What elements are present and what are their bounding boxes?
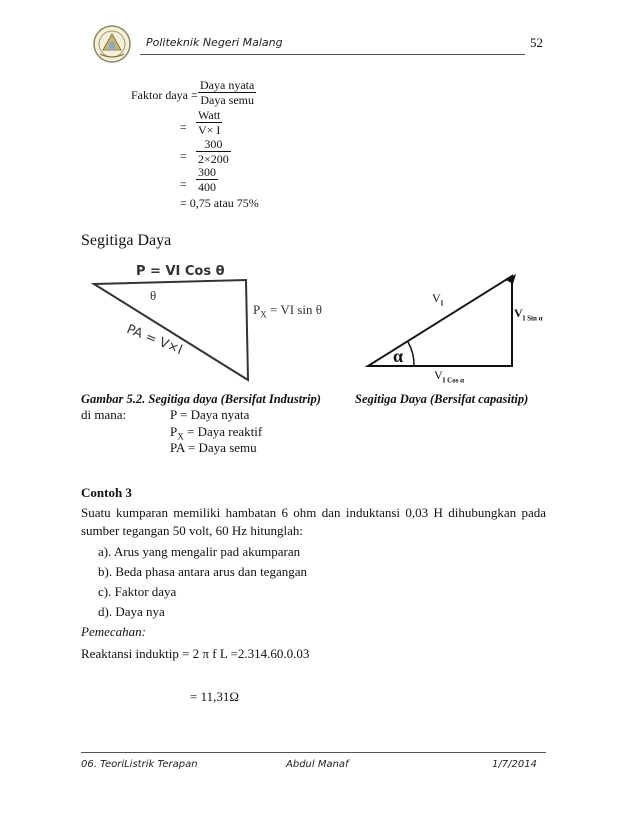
reactance-formula: Reaktansi induktip = 2 π f L =2.314.60.0.03 <box>81 646 310 661</box>
figure-caption-left: Gambar 5.2. Segitiga daya (Bersifat Industrip) <box>81 392 321 406</box>
example-item-c: c). Faktor daya <box>98 584 177 599</box>
definitions-intro: di mana: <box>81 407 127 422</box>
footer-date: 1/7/2014 <box>492 759 537 770</box>
triangle2-shape <box>368 276 512 366</box>
formula-line1: Daya nyata Daya semu <box>200 78 255 107</box>
example-item-a: a). Arus yang mengalir pad akumparan <box>98 544 301 559</box>
footer-rule <box>81 752 546 753</box>
triangle1-hyp-label: PA = V×I <box>124 322 185 358</box>
figure-caption-right: Segitiga Daya (Bersifat capasitip) <box>355 392 529 406</box>
triangle2-angle-arc <box>408 342 414 366</box>
formula-line3: $\frac{300}{2\times 200}$ <box>198 137 229 166</box>
triangle1-angle-label: θ <box>150 288 157 303</box>
power-triangle-capacitive <box>360 270 560 380</box>
example-item-d: d). Daya nya <box>98 604 165 619</box>
triangle1-side-label: $P_X$ = VI sin θ <box>253 302 322 320</box>
example-problem: Suatu kumparan memiliki hambatan 6 ohm dan induktansi 0,03 H dihubungkan pada sumber tegangan 50 volt, 60 Hz hitunglah: <box>81 505 546 538</box>
formula-eq3: = <box>180 149 187 163</box>
definition-p: P = Daya nyata <box>170 407 250 422</box>
triangle2-hyp-label: $V_I$ <box>432 291 444 308</box>
reactance-result: = 11,31Ω <box>190 689 240 704</box>
formula-lhs: Faktor daya = <box>131 88 198 102</box>
triangle1-shape <box>94 280 248 380</box>
power-triangle-inductive <box>86 262 356 386</box>
triangle2-base-label: $V_{I Cos \alpha}$ <box>434 368 465 385</box>
footer-left: 06. TeoriListrik Terapan <box>81 759 198 770</box>
formula-line4: $\frac{300}{400}$ <box>198 165 216 194</box>
formula-eq2: = <box>180 120 187 134</box>
footer-author: Abdul Manaf <box>286 759 349 770</box>
formula-result: = 0,75 atau 75% <box>180 196 259 210</box>
solution-label: Pemecahan: <box>81 624 146 639</box>
formula-line2: Watt V× I <box>198 108 221 137</box>
section-heading: Segitiga Daya <box>81 232 172 249</box>
header-title: Politeknik Negeri Malang <box>146 36 283 49</box>
example-heading: Contoh 3 <box>81 485 132 500</box>
triangle1-top-label: P = VI Cos θ <box>136 264 225 279</box>
institution-logo <box>92 24 132 64</box>
triangle2-angle-label: α <box>393 346 404 366</box>
header-rule <box>140 54 525 55</box>
page-number: 52 <box>530 35 543 50</box>
formula-eq4: = <box>180 177 187 191</box>
definition-px: $P_X$ = Daya reaktif <box>170 424 263 442</box>
example-item-b: b). Beda phasa antara arus dan tegangan <box>98 564 307 579</box>
definition-pa: PA = Daya semu <box>170 440 257 455</box>
triangle2-side-label: $V_{I Sin \alpha}$ <box>514 306 543 323</box>
